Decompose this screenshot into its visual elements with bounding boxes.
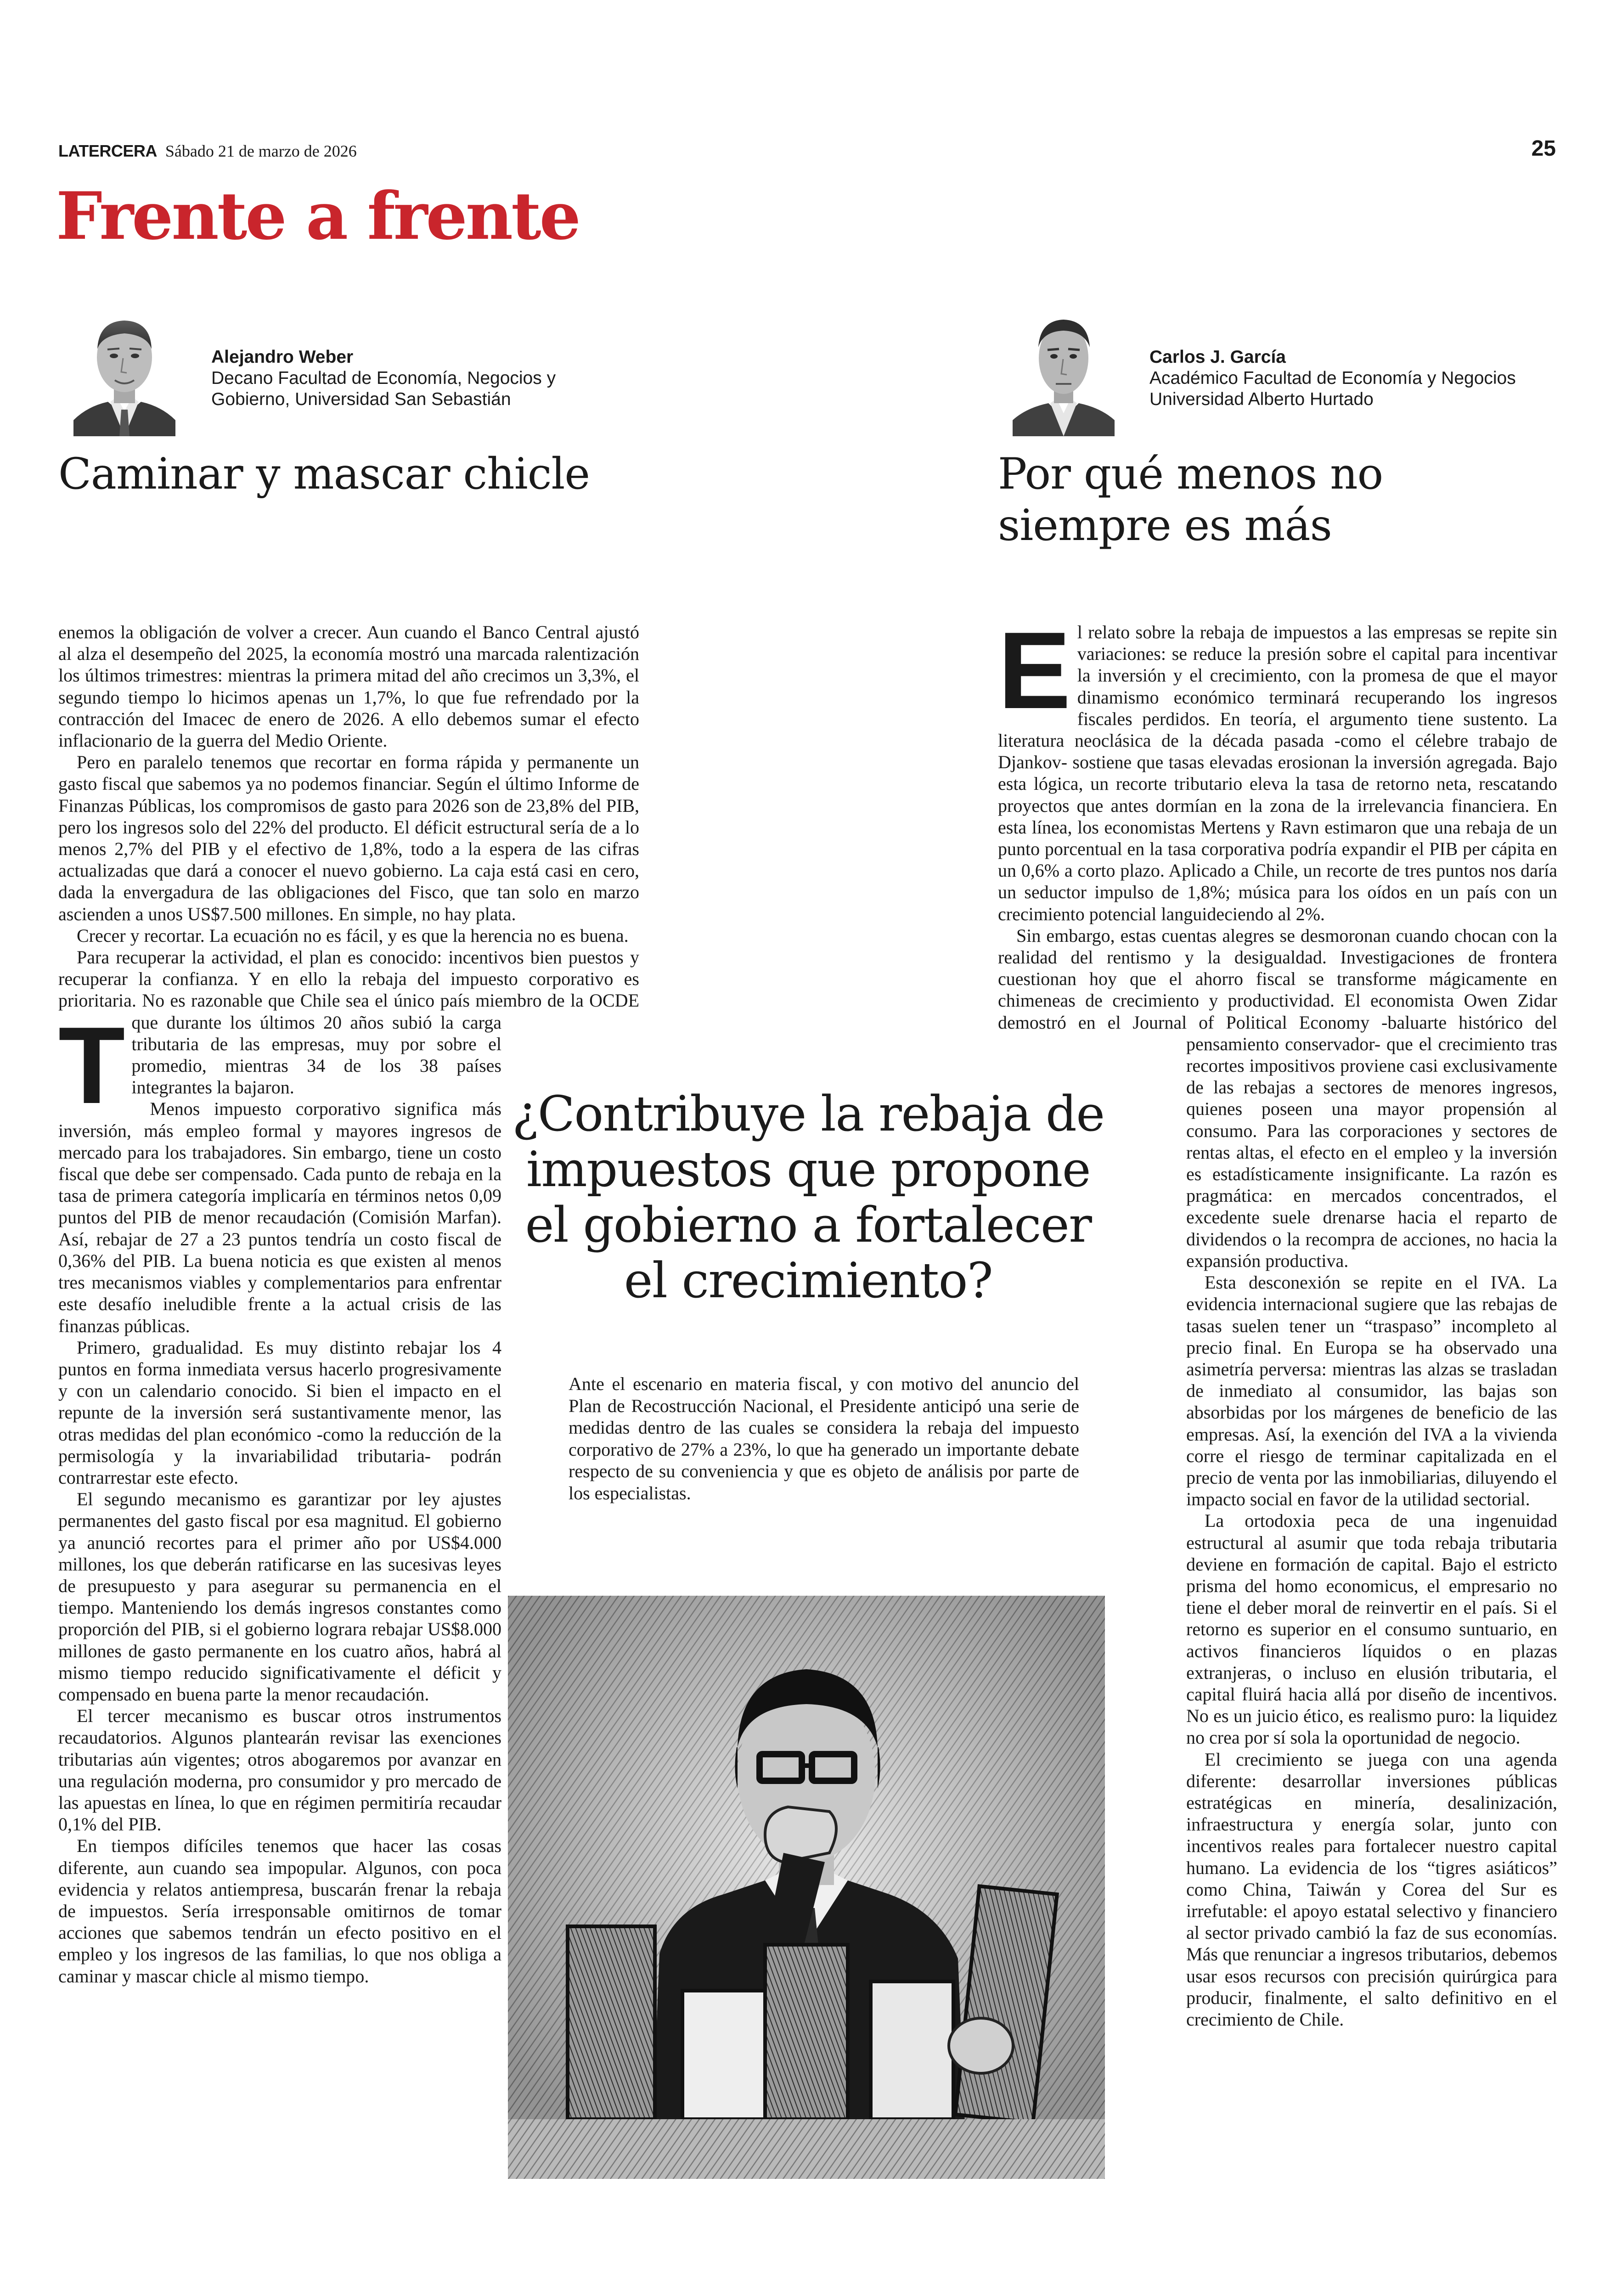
paragraph: Crecer y recortar. La ecuación no es fácil, y es que la herencia no es buena.	[77, 925, 629, 946]
paragraph: En tiempos difíciles tenemos que hacer las cosas diferente, aun cuando sea impopular. Algunos, con poca evidencia y relatos antiempresa, buscarán frenar la rebaja de impuestos. Sería irresponsable omitirnos de tomar acciones que sabemos tendrán un efecto positivo en el empleo y los ingresos de las familias, lo que nos obliga a caminar y mascar chicle al mismo tiempo.	[58, 1835, 501, 1986]
page-number: 25	[1531, 136, 1556, 161]
paragraph: El segundo mecanismo es garantizar por ley ajustes permanentes del gasto fiscal por esa magnitud. El gobierno ya anunció recortes para el primer año por US$4.000 millones, los que deberán ratificarse en las sucesivas leyes de presupuesto y para asegurar su permanencia en el tiempo. Manteniendo los demás ingresos constantes como proporción del PIB, si el gobierno lograra rebajar US$8.000 millones de gasto permanente en los cuatro años, habrá al mismo tiempo reducido significativamente el déficit y compensado en buena parte la menor recaudación.	[58, 1489, 501, 1705]
author-name-weber: Alejandro Weber	[211, 347, 354, 367]
headline-left: Caminar y mascar chicle	[58, 449, 590, 499]
masthead	[58, 141, 357, 161]
paragraph: El tercer mecanismo es buscar otros instrumentos recaudatorios. Algunos plantearán revisar las exenciones tributarias aún vigentes; otros abogaremos por avanzar en una regulación moderna, pro consumidor y pro mercado de las apuestas en línea, lo que en régimen permitiría recaudar 0,1% del PIB.	[58, 1705, 501, 1835]
author-name-garcia: Carlos J. García	[1149, 347, 1286, 367]
paragraph: l relato sobre la rebaja de impuestos a las empresas se repite sin variaciones: se reduce la presión sobre el capital para incentivar la inversión y el crecimiento, con la promesa de que el mayor dinamismo económico terminará recuperando los ingresos fiscales perdidos. En teoría, el argumento tiene sustento. La literatura neoclásica de la década pasada -como el célebre trabajo de Djankov- sostiene que tasas elevadas erosionan la inversión agregada. Bajo esta lógica, un recorte tributario eleva la tasa de retorno neta, rescatando proyectos que antes dormían en la zona de la irrelevancia financiera. En esta línea, los economistas Mertens y Ravn estimaron que una rebaja de un punto porcentual en la tasa corporativa podría expandir el PIB per cápita en un 0,6% a corto plazo. Aplicado a Chile, un recorte de tres puntos nos daría un seductor impulso de 1,8%; música para los oídos en un país con un crecimiento potencial languideciendo al 2%.	[998, 622, 1557, 924]
debate-intro: Ante el escenario en materia fiscal, y con motivo del anuncio del Plan de Recostrucción Nacional, el Presidente anticipó una serie de medidas dentro de las cuales se considera la rebaja del impuesto corporativo de 27% a 23%, lo que ha generado un importante debate respecto de su conveniencia y que es objeto de análisis por parte de los especialistas.	[569, 1373, 1079, 1503]
author-role-weber-line1: Decano Facultad de Economía, Negocios y	[211, 368, 556, 388]
author-role-garcia-line1: Académico Facultad de Economía y Negocios	[1149, 368, 1516, 388]
author-portrait-garcia	[1013, 303, 1115, 436]
headline-right-line2: siempre es más	[998, 501, 1332, 551]
man-with-bar-chart-illustration	[508, 1596, 1105, 2179]
paragraph: enemos la obligación de volver a crecer. Aun cuando el Banco Central ajustó al alza el desempeño del 2025, la economía mostró una marcada ralentización los últimos trimestres: mientras la primera mitad del año crecimos un 3,3%, el segundo tiempo lo hicimos apenas un 1,7%, lo que fue refrendado por la contracción del Imacec de enero de 2026. A ello debemos sumar el efecto inflacionario de la guerra del Medio Oriente.	[58, 622, 639, 751]
author-role-garcia-line2: Universidad Alberto Hurtado	[1149, 389, 1374, 409]
dropcap-left: T	[58, 1005, 125, 1126]
author-portrait-weber	[73, 303, 175, 436]
dropcap-right: E	[998, 610, 1071, 732]
paragraph: Menos impuesto corporativo significa más inversión, más empleo formal y mayores ingresos de mercado para los trabajadores. Sin embargo, tiene un costo fiscal que debe ser compensado. Cada punto de rebaja en la tasa de primera categoría implicaría en términos netos 0,09 puntos del PIB de menor recaudación (Comisión Marfan). Así, rebajar de 27 a 23 puntos tendría un costo fiscal de 0,36% del PIB. La buena noticia es que existen al menos tres mecanismos viables y complementarios para enfrentar este desafío ineludible frente a la actual crisis de las finanzas públicas.	[58, 1098, 501, 1336]
issue-date: Sábado 21 de marzo de 2026	[165, 142, 357, 160]
section-title: Frente a frente	[56, 178, 579, 254]
illustration	[508, 1596, 1105, 2179]
paragraph: El crecimiento se juega con una agenda diferente: desarrollar inversiones públicas estratégicas en minería, desalinización, infraestructura y energía solar, junto con incentivos reales para fortalecer nuestro capital humano. La evidencia de los “tigres asiáticos” como China, Taiwán y Corea del Sur es irrefutable: el apoyo estatal selectivo y financiero al sector privado cambió la faz de sus economías. Más que renunciar a ingresos tributarios, debemos usar esos recursos con precisión quirúrgica para producir, finalmente, el salto definitivo en el crecimiento de Chile.	[1186, 1749, 1557, 2030]
paragraph: La ortodoxia peca de una ingenuidad estructural al asumir que toda rebaja tributaria deviene en formación de capital. Bajo el estricto prisma del homo economicus, el empresario no tiene el deber moral de reinvertir en el país. Si el retorno es superior en el consumo suntuario, en activos financieros líquidos o en plazas extranjeras, o incluso en elusión tributaria, el capital fluirá hacia allá por diseño de incentivos. No es un juicio ético, es realismo puro: la liquidez no crea por sí sola la oportunidad de negocio.	[1186, 1510, 1557, 1748]
paragraph: Para recuperar la actividad, el plan es conocido: incentivos bien puestos y recuperar la confianza. Y en ello la rebaja del impuesto corporativo es prioritaria. No es razonable que Chile sea el único país miembro de la OCDE que durante los últimos 20 años subió la carga tributaria de las empresas, muy por sobre el promedio, mientras 34 de los 38 países integrantes la bajaron.	[58, 947, 639, 1098]
headline-right-line1: Por qué menos no	[998, 449, 1383, 499]
paragraph: Pero en paralelo tenemos que recortar en forma rápida y permanente un gasto fiscal que sabemos ya no podemos financiar. Según el último Informe de Finanzas Públicas, los compromisos de gasto para 2026 son de 23,8% del PIB, pero los ingresos solo del 22% del producto. El déficit estructural sería de a lo menos 2,7% del PIB y el efectivo de 1,8%, todo a la espera de las cifras actualizadas que dará a conocer el nuevo gobierno. La caja está casi en cero, dada la envergadura de las obligaciones del Fisco, que tan solo en marzo ascienden a unos US$7.500 millones. En simple, no hay plata.	[58, 752, 639, 924]
central-question: ¿Contribuye la rebaja de impuestos que propone el gobierno a fortalecer el crecimiento?	[512, 1086, 1104, 1309]
author-role-weber-line2: Gobierno, Universidad San Sebastián	[211, 389, 511, 409]
newspaper-brand: LATERCERA	[58, 141, 157, 160]
paragraph: Esta desconexión se repite en el IVA. La evidencia internacional sugiere que las rebajas de tasas suelen tener un “traspaso” incompleto al precio final. En Europa se ha observado una asimetría perversa: mientras las alzas se trasladan de inmediato al consumidor, las bajas son absorbidas por los márgenes de beneficio de las empresas. Así, la exención del IVA a la vivienda corre el riesgo de terminar capitalizada en el precio de venta por las inmobiliarias, diluyendo el impacto social en favor de la utilidad sectorial.	[1186, 1272, 1557, 1510]
paragraph: Sin embargo, estas cuentas alegres se desmoronan cuando chocan con la realidad del rentismo y la desigualdad. Investigaciones de frontera cuestionan hoy que el ahorro fiscal se transforme mágicamente en chimeneas de crecimiento y productividad. El economista Owen Zidar demostró en el Journal of Political Economy -baluarte histórico del pensamiento conservador- que el crecimiento tras recortes impositivos proviene casi exclusivamente de las rebajas a sectores de menores ingresos, quienes poseen una mayor propensión al consumo. Para las corporaciones y sectores de rentas altas, el efecto en el empleo y la inversión es estadísticamente insignificante. La razón es pragmática: en mercados concentrados, el excedente suele drenarse hacia el reparto de dividendos o la recompra de acciones, no hacia la expansión productiva.	[998, 925, 1557, 1271]
paragraph: Primero, gradualidad. Es muy distinto rebajar los 4 puntos en forma inmediata versus hacerlo progresivamente y con un calendario conocido. Si bien el impacto en el repunte de la inversión será sustantivamente menor, las otras medidas del plan económico -como la reducción de la permisología y la invariabilidad tributaria- podrán contrarrestar este efecto.	[58, 1337, 501, 1488]
